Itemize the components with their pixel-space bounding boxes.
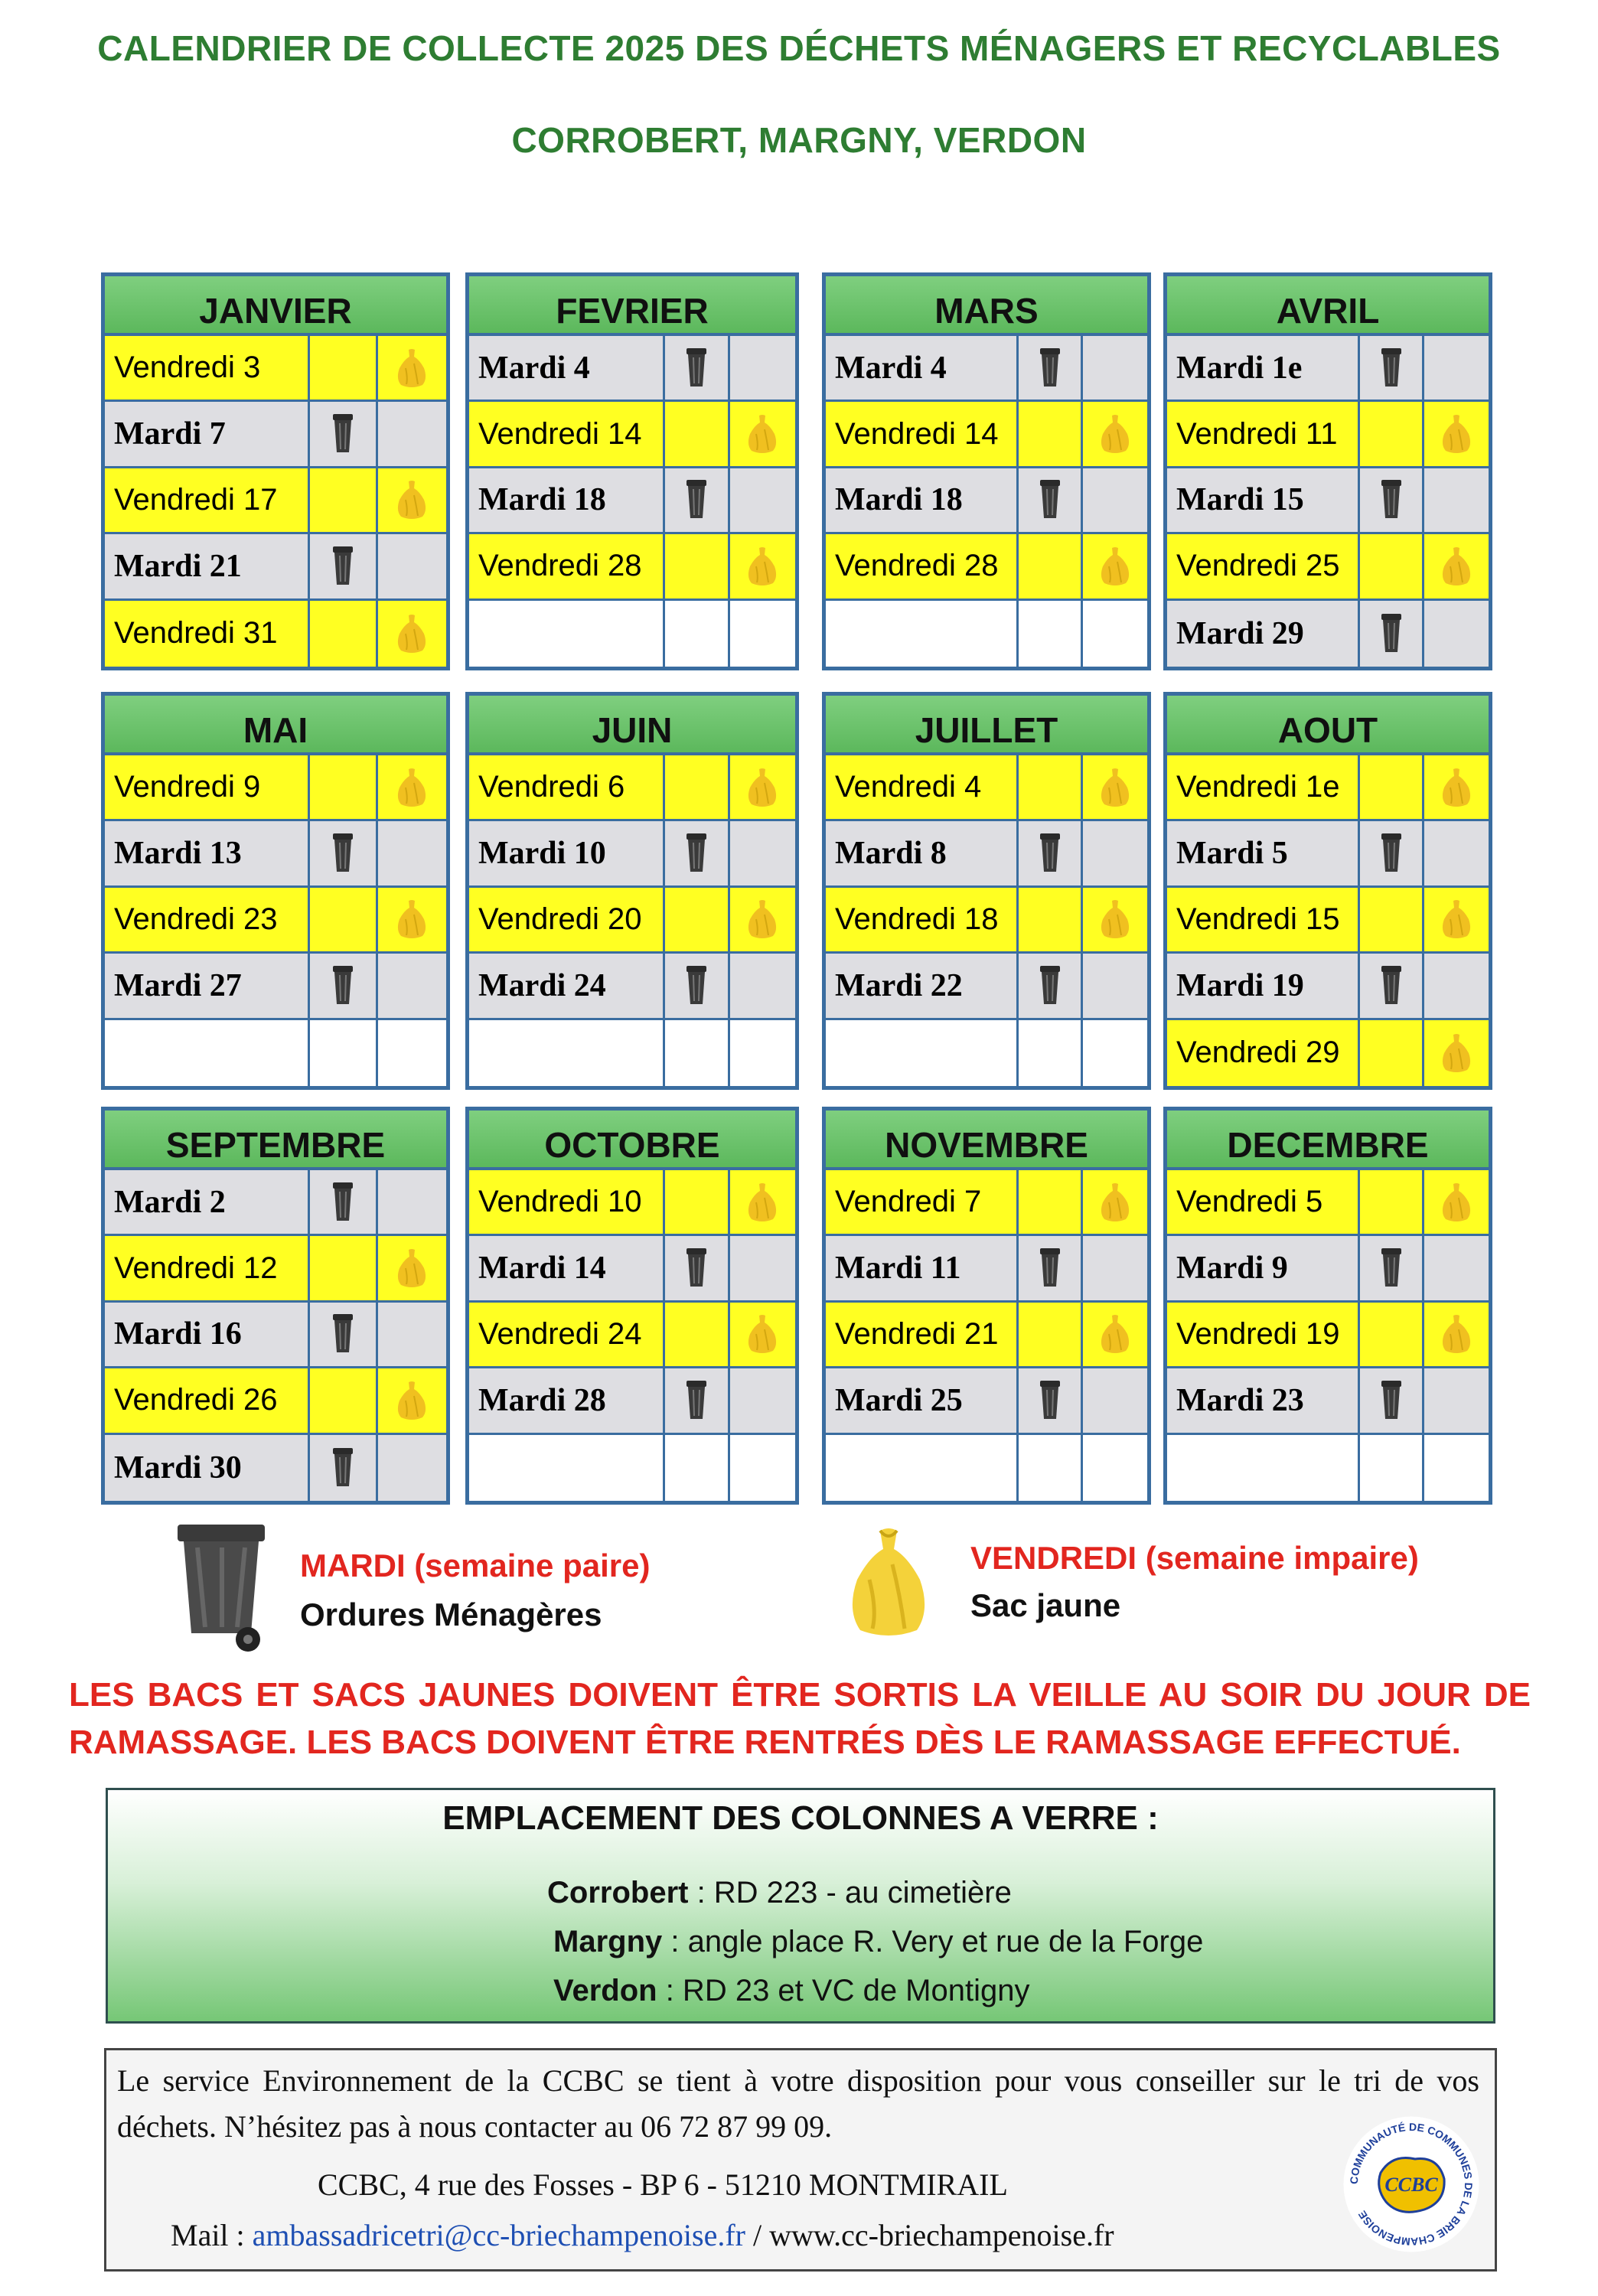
collection-day: Mardi 1e [1167,336,1360,400]
month-juin [465,692,799,1090]
wheelie-bin-icon [1019,821,1083,885]
collection-day: Mardi 19 [1167,954,1360,1017]
collection-row [1167,954,1489,1019]
month-juillet [822,692,1151,1090]
collection-row [826,1170,1147,1236]
month-mai [101,692,450,1090]
collection-row [105,336,446,402]
wheelie-bin-icon [665,821,730,885]
contact-text: Le service Environnement de la CCBC se tient à votre disposition pour vous conseiller sur le tri de vos déchets. N’hésitez pas à nous contacter au 06 72 87 99 09. [117,2063,1479,2144]
empty-cell [665,1020,730,1086]
collection-day: Mardi 16 [105,1303,310,1366]
empty-cell [310,336,378,400]
collection-day [826,1435,1019,1501]
mail-link[interactable]: ambassadricetri@cc-briechampenoise.fr [252,2218,745,2252]
collection-row [826,601,1147,667]
empty-cell [1360,402,1424,465]
glass-location: Corrobert : RD 223 - au cimetière [547,1876,1012,1910]
month-mars [822,272,1151,670]
collection-day: Mardi 18 [826,468,1019,532]
wheelie-bin-icon [1019,1368,1083,1432]
collection-row [1167,888,1489,954]
collection-day: Vendredi 17 [105,468,310,532]
empty-cell [730,954,795,1017]
collection-day [1167,1435,1360,1501]
collection-day: Mardi 28 [469,1368,665,1432]
collection-day: Vendredi 9 [105,755,310,819]
wheelie-bin-icon [310,821,378,885]
empty-cell [1360,1020,1424,1086]
empty-cell [1083,1020,1147,1086]
collection-row [469,402,795,468]
collection-row [1167,1020,1489,1086]
ccbc-logo [1339,2112,1484,2257]
wheelie-bin-icon [310,402,378,465]
collection-row [469,954,795,1019]
month-header: MARS [826,276,1147,336]
collection-day: Mardi 18 [469,468,665,532]
empty-cell [310,1368,378,1432]
wheelie-bin-icon [1019,336,1083,400]
empty-cell [1424,821,1489,885]
collection-day: Mardi 22 [826,954,1019,1017]
calendar-title: CALENDRIER DE COLLECTE 2025 DES DÉCHETS MÉNAGERS ET RECYCLABLES [97,28,1501,68]
collection-row [105,821,446,887]
collection-day: Vendredi 21 [826,1303,1019,1366]
legend-mardi-desc: Ordures Ménagères [300,1596,602,1632]
empty-cell [665,1303,730,1366]
empty-cell [1424,336,1489,400]
wheelie-bin-icon [1360,821,1424,885]
empty-cell [730,336,795,400]
collection-row [469,821,795,887]
collection-day: Mardi 27 [105,954,310,1017]
collection-day: Mardi 9 [1167,1236,1360,1300]
collection-row [469,601,795,667]
collection-row [1167,1435,1489,1501]
collection-row [826,1303,1147,1368]
glass-title: EMPLACEMENT DES COLONNES A VERRE : [442,1799,1159,1837]
collection-row [826,336,1147,402]
collection-row [105,534,446,600]
month-octobre [465,1107,799,1505]
month-avril [1163,272,1492,670]
collection-row [105,755,446,821]
wheelie-bin-icon [310,954,378,1017]
empty-cell [378,1435,446,1501]
wheelie-bin-icon [310,1303,378,1366]
collection-row [105,1435,446,1501]
yellow-bag-icon [1424,1170,1489,1234]
collection-day: Mardi 11 [826,1236,1019,1300]
collection-row [469,336,795,402]
collection-day: Vendredi 29 [1167,1020,1360,1086]
empty-cell [310,1236,378,1300]
empty-cell [1083,1236,1147,1300]
empty-cell [665,888,730,951]
collection-day: Mardi 10 [469,821,665,885]
empty-cell [1360,1170,1424,1234]
empty-cell [1019,1170,1083,1234]
month-fevrier [465,272,799,670]
empty-cell [730,601,795,667]
collection-day: Vendredi 20 [469,888,665,951]
month-header: JANVIER [105,276,446,336]
month-aout [1163,692,1492,1090]
empty-cell [1424,468,1489,532]
empty-cell [1019,888,1083,951]
collection-row [826,402,1147,468]
yellow-bag-icon [1083,1303,1147,1366]
contact-mail-line [171,2217,1114,2253]
collection-day: Mardi 2 [105,1170,310,1234]
wheelie-bin-icon [1360,954,1424,1017]
empty-cell [310,1020,378,1086]
empty-cell [1019,1303,1083,1366]
collection-row [105,468,446,534]
empty-cell [730,1435,795,1501]
empty-cell [665,601,730,667]
collection-row [1167,601,1489,667]
svg-text:COMMUNAUTÉ DE COMMUNES DE LA B: COMMUNAUTÉ DE COMMUNES DE LA BRIE CHAMPENOISE [1347,2120,1476,2249]
mail-separator: / [745,2218,770,2252]
yellow-bag-icon [1424,534,1489,598]
month-header: JUIN [469,696,795,755]
collection-day: Vendredi 28 [826,534,1019,598]
collection-warning: LES BACS ET SACS JAUNES DOIVENT ÊTRE SORTIS LA VEILLE AU SOIR DU JOUR DE RAMASSAGE. LES BACS DOIVENT ÊTRE RENTRÉS DÈS LE RAMASSAGE EFFECTUÉ. [69,1676,1531,1761]
wheelie-bin-icon [1360,336,1424,400]
yellow-bag-icon [730,534,795,598]
collection-day: Vendredi 12 [105,1236,310,1300]
glass-columns-box [106,1788,1495,2024]
collection-day: Mardi 21 [105,534,310,598]
month-header: FEVRIER [469,276,795,336]
yellow-bag-icon [1424,1020,1489,1086]
collection-day: Mardi 29 [1167,601,1360,667]
yellow-bag-icon [378,1368,446,1432]
empty-cell [378,534,446,598]
collection-row [1167,1368,1489,1434]
month-header: SEPTEMBRE [105,1110,446,1170]
collection-row [469,888,795,954]
empty-cell [1083,468,1147,532]
yellow-bag-icon [1424,755,1489,819]
yellow-bag-icon [1083,1170,1147,1234]
collection-row [469,1435,795,1501]
collection-day: Mardi 14 [469,1236,665,1300]
yellow-bag-icon [846,1526,931,1639]
yellow-bag-icon [1083,888,1147,951]
empty-cell [1083,1368,1147,1432]
collection-row [826,1435,1147,1501]
empty-cell [665,1170,730,1234]
collection-day: Mardi 24 [469,954,665,1017]
collection-day: Vendredi 31 [105,601,310,667]
yellow-bag-icon [730,1170,795,1234]
wheelie-bin-icon [1360,1368,1424,1432]
yellow-bag-icon [1083,402,1147,465]
empty-cell [1083,336,1147,400]
empty-cell [1424,1236,1489,1300]
collection-row [469,1020,795,1086]
yellow-bag-icon [730,1303,795,1366]
empty-cell [1083,821,1147,885]
month-header: AOUT [1167,696,1489,755]
wheelie-bin-icon [310,1170,378,1234]
collection-day: Vendredi 26 [105,1368,310,1432]
empty-cell [1424,601,1489,667]
collection-row [1167,336,1489,402]
empty-cell [730,1368,795,1432]
collection-row [826,821,1147,887]
collection-row [1167,468,1489,534]
collection-day: Vendredi 23 [105,888,310,951]
empty-cell [310,468,378,532]
collection-row [105,402,446,468]
collection-day: Vendredi 18 [826,888,1019,951]
yellow-bag-icon [1424,1303,1489,1366]
empty-cell [1019,534,1083,598]
empty-cell [1083,954,1147,1017]
collection-day: Mardi 25 [826,1368,1019,1432]
legend-vendredi-desc: Sac jaune [970,1587,1121,1623]
legend-vendredi-title: VENDREDI (semaine impaire) [970,1540,1419,1576]
collection-day [469,1435,665,1501]
month-novembre [822,1107,1151,1505]
empty-cell [1360,755,1424,819]
month-header: JUILLET [826,696,1147,755]
glass-location: Margny : angle place R. Very et rue de la Forge [553,1925,1204,1958]
wheelie-bin-icon [310,1435,378,1501]
collection-row [469,1170,795,1236]
collection-row [1167,755,1489,821]
empty-cell [1360,534,1424,598]
yellow-bag-icon [1424,888,1489,951]
wheelie-bin-icon [1019,1236,1083,1300]
empty-cell [1424,1368,1489,1432]
collection-day: Vendredi 15 [1167,888,1360,951]
collection-row [826,1020,1147,1086]
collection-row [1167,402,1489,468]
empty-cell [1360,888,1424,951]
empty-cell [665,1435,730,1501]
empty-cell [378,821,446,885]
empty-cell [665,402,730,465]
month-header: OCTOBRE [469,1110,795,1170]
yellow-bag-icon [378,1236,446,1300]
wheelie-bin-icon [1360,601,1424,667]
wheelie-bin-icon [665,954,730,1017]
yellow-bag-icon [378,468,446,532]
collection-row [826,888,1147,954]
collection-day: Mardi 23 [1167,1368,1360,1432]
collection-row [826,954,1147,1019]
empty-cell [1083,1435,1147,1501]
collection-day [469,1020,665,1086]
empty-cell [1360,1303,1424,1366]
empty-cell [730,821,795,885]
collection-row [826,468,1147,534]
collection-day: Mardi 15 [1167,468,1360,532]
collection-row [469,534,795,600]
collection-row [105,1020,446,1086]
empty-cell [1019,1435,1083,1501]
collection-row [105,954,446,1019]
collection-row [105,1236,446,1302]
contact-address: CCBC, 4 rue des Fosses - BP 6 - 51210 MONTMIRAIL [318,2167,1008,2202]
empty-cell [665,534,730,598]
month-header: NOVEMBRE [826,1110,1147,1170]
yellow-bag-icon [378,888,446,951]
collection-day: Vendredi 28 [469,534,665,598]
collection-row [1167,1236,1489,1302]
collection-row [105,1170,446,1236]
collection-day: Mardi 4 [469,336,665,400]
yellow-bag-icon [1083,755,1147,819]
wheelie-bin-icon [1019,954,1083,1017]
empty-cell [378,1303,446,1366]
collection-day: Vendredi 19 [1167,1303,1360,1366]
collection-day: Vendredi 10 [469,1170,665,1234]
collection-day: Vendredi 11 [1167,402,1360,465]
collection-day: Mardi 4 [826,336,1019,400]
collection-day: Mardi 30 [105,1435,310,1501]
empty-cell [310,601,378,667]
collection-row [105,1368,446,1434]
empty-cell [1360,1435,1424,1501]
contact-box [104,2048,1497,2272]
collection-day: Mardi 7 [105,402,310,465]
collection-day: Mardi 13 [105,821,310,885]
yellow-bag-icon [378,601,446,667]
collection-day: Vendredi 4 [826,755,1019,819]
empty-cell [730,1020,795,1086]
collection-row [1167,1303,1489,1368]
calendar-subtitle: CORROBERT, MARGNY, VERDON [511,120,1087,160]
wheelie-bin-icon [1360,468,1424,532]
collection-row [469,1368,795,1434]
collection-day [826,601,1019,667]
glass-location: Verdon : RD 23 et VC de Montigny [553,1974,1030,2007]
collection-row [105,601,446,667]
wheelie-bin-icon [1360,1236,1424,1300]
yellow-bag-icon [730,402,795,465]
collection-day: Mardi 8 [826,821,1019,885]
collection-day: Vendredi 1e [1167,755,1360,819]
collection-row [1167,821,1489,887]
collection-row [469,1236,795,1302]
empty-cell [310,888,378,951]
mail-label: Mail : [171,2218,253,2252]
yellow-bag-icon [378,336,446,400]
collection-row [469,755,795,821]
yellow-bag-icon [1083,534,1147,598]
empty-cell [378,1020,446,1086]
collection-row [826,755,1147,821]
collection-day [826,1020,1019,1086]
collection-day: Vendredi 5 [1167,1170,1360,1234]
empty-cell [730,468,795,532]
collection-day: Vendredi 24 [469,1303,665,1366]
collection-day: Vendredi 14 [826,402,1019,465]
empty-cell [378,954,446,1017]
collection-row [826,534,1147,600]
collection-row [1167,534,1489,600]
collection-day: Vendredi 14 [469,402,665,465]
collection-row [105,888,446,954]
legend-mardi-title: MARDI (semaine paire) [300,1548,651,1583]
empty-cell [1019,601,1083,667]
svg-text:CCBC: CCBC [1384,2174,1438,2196]
empty-cell [378,1170,446,1234]
month-janvier [101,272,450,670]
month-header: DECEMBRE [1167,1110,1489,1170]
collection-day: Vendredi 25 [1167,534,1360,598]
collection-day [469,601,665,667]
collection-row [469,468,795,534]
month-header: MAI [105,696,446,755]
empty-cell [730,1236,795,1300]
month-decembre [1163,1107,1492,1505]
wheelie-bin-icon [665,336,730,400]
empty-cell [1019,1020,1083,1086]
wheelie-bin-icon [174,1520,268,1655]
collection-day: Mardi 5 [1167,821,1360,885]
collection-day: Vendredi 7 [826,1170,1019,1234]
collection-row [105,1303,446,1368]
empty-cell [310,755,378,819]
empty-cell [378,402,446,465]
wheelie-bin-icon [1019,468,1083,532]
empty-cell [665,755,730,819]
yellow-bag-icon [1424,402,1489,465]
yellow-bag-icon [730,888,795,951]
wheelie-bin-icon [665,468,730,532]
collection-day: Vendredi 3 [105,336,310,400]
empty-cell [1424,954,1489,1017]
month-septembre [101,1107,450,1505]
website-link[interactable]: www.cc-briechampenoise.fr [769,2218,1114,2252]
yellow-bag-icon [378,755,446,819]
collection-row [826,1236,1147,1302]
collection-day: Vendredi 6 [469,755,665,819]
empty-cell [1019,755,1083,819]
month-header: AVRIL [1167,276,1489,336]
collection-row [469,1303,795,1368]
collection-row [826,1368,1147,1434]
collection-day [105,1020,310,1086]
yellow-bag-icon [730,755,795,819]
wheelie-bin-icon [665,1236,730,1300]
wheelie-bin-icon [310,534,378,598]
collection-row [1167,1170,1489,1236]
empty-cell [1083,601,1147,667]
wheelie-bin-icon [665,1368,730,1432]
empty-cell [1424,1435,1489,1501]
empty-cell [1019,402,1083,465]
